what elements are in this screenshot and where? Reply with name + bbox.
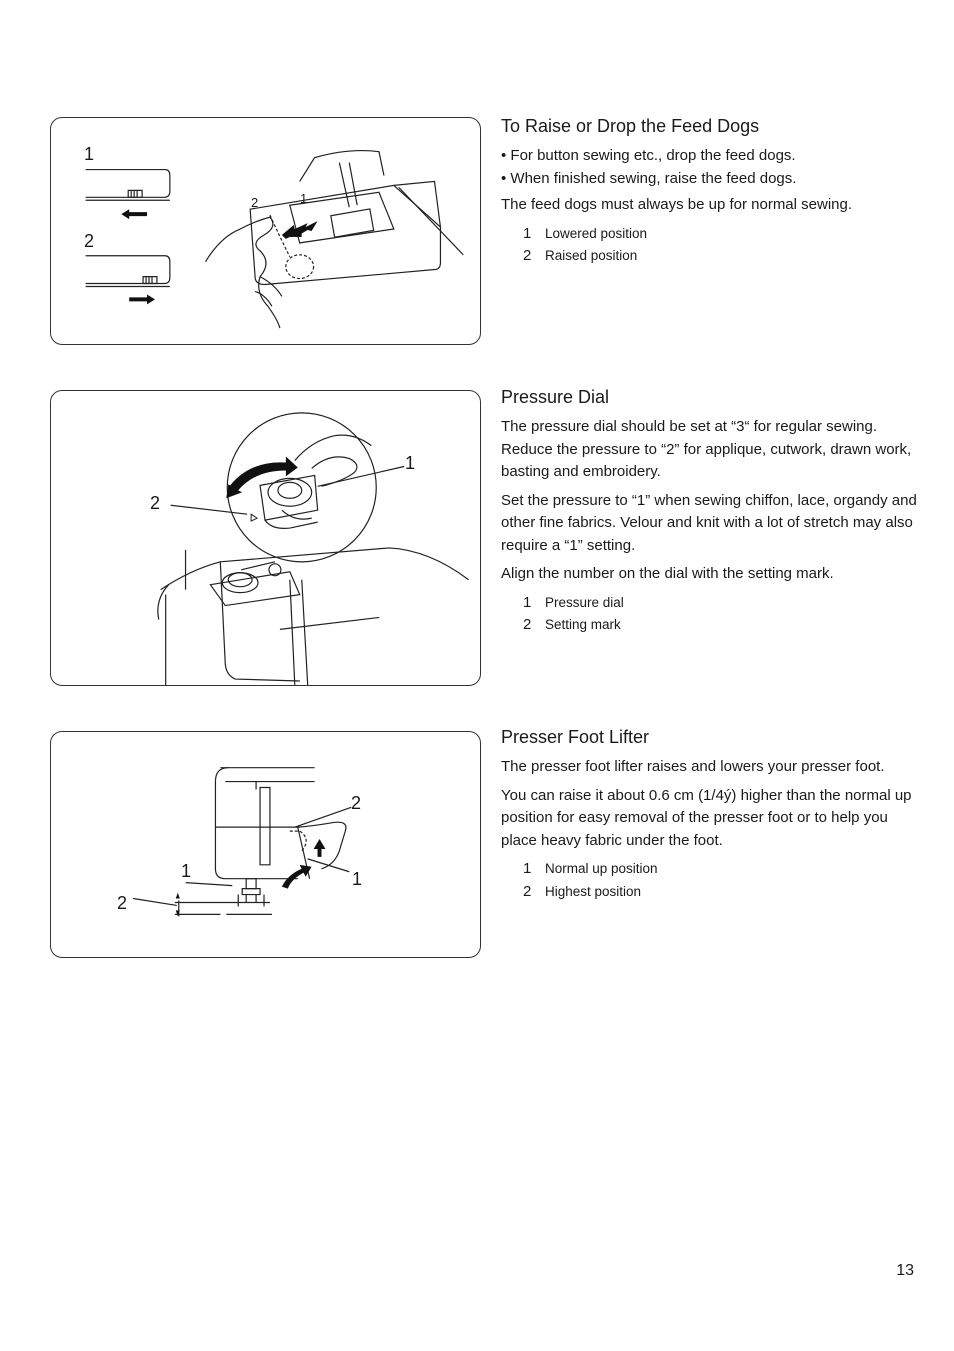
presser-foot-legend: [501, 858, 921, 903]
presser-foot-figure: [50, 731, 481, 958]
legend-item: [501, 223, 921, 246]
pressure-dial-paragraph-2: Set the pressure to “1” when sewing chiffon, lace, organdy and other fine fabrics. Velour and knit with a lot of stretch may also require a “1” setting.: [501, 491, 917, 554]
legend-number: 2: [523, 247, 532, 264]
feed-dogs-title: To Raise or Drop the Feed Dogs: [501, 116, 760, 136]
presser-foot-section: [501, 726, 921, 903]
pressure-dial-paragraph-3: Align the number on the dial with the setting mark.: [501, 565, 834, 582]
feed-dogs-bullet-2: • When finished sewing, raise the feed dogs.: [501, 169, 797, 187]
pressure-dial-illustration: [51, 391, 480, 685]
legend-text: Pressure dial: [545, 594, 624, 610]
legend-text: Setting mark: [545, 617, 621, 632]
pressure-dial-label-2: 2: [150, 493, 161, 513]
legend-item: [501, 592, 921, 615]
pressure-dial-section: [501, 386, 921, 637]
feed-dogs-legend: [501, 223, 921, 268]
pressure-dial-paragraph-1: The pressure dial should be set at “3“ for regular sewing. Reduce the pressure to “2” for applique, cutwork, drawn work, basting and embroidery.: [501, 418, 912, 480]
presser-foot-title: Presser Foot Lifter: [501, 727, 650, 747]
feed-dogs-label-lever-1: 1: [84, 144, 95, 164]
feed-dogs-label-lever-2: 2: [84, 231, 95, 251]
legend-number: 2: [523, 882, 532, 900]
pressure-dial-legend: [501, 592, 921, 637]
legend-number: 1: [523, 860, 532, 877]
feed-dogs-figure: [50, 117, 481, 345]
feed-dogs-section: [501, 115, 921, 268]
legend-item: [501, 858, 921, 881]
feed-dogs-label-machine-2: 2: [251, 195, 259, 210]
legend-number: 1: [523, 593, 532, 611]
legend-text: Lowered position: [545, 225, 648, 241]
legend-text: Normal up position: [545, 861, 658, 876]
legend-number: 2: [523, 616, 532, 633]
page-number: 13: [896, 1262, 914, 1279]
pressure-dial-figure: [50, 390, 481, 686]
legend-item: [501, 614, 921, 637]
presser-foot-paragraph-2: You can raise it about 0.6 cm (1/4ý) higher than the normal up position for easy removal of the presser foot or to help you place heavy fabric under the foot.: [501, 786, 912, 849]
presser-foot-label-1-right: 1: [352, 869, 363, 889]
feed-dogs-label-machine-1: 1: [300, 191, 308, 206]
feed-dogs-bullet-1: • For button sewing etc., drop the feed dogs.: [501, 147, 796, 164]
legend-item: [501, 245, 921, 268]
presser-foot-label-2-left: 2: [117, 893, 128, 913]
presser-foot-label-1-left: 1: [181, 861, 192, 881]
pressure-dial-label-1: 1: [405, 453, 416, 473]
presser-foot-illustration: [51, 732, 480, 957]
legend-text: Raised position: [545, 248, 638, 263]
legend-item: [501, 881, 921, 904]
presser-foot-label-2-top: 2: [351, 793, 362, 813]
pressure-dial-title: Pressure Dial: [501, 387, 610, 407]
legend-text: Highest position: [545, 883, 642, 899]
presser-foot-paragraph-1: The presser foot lifter raises and lowers your presser foot.: [501, 758, 885, 775]
feed-dogs-paragraph: The feed dogs must always be up for normal sewing.: [501, 196, 853, 213]
feed-dogs-illustration: [51, 118, 480, 344]
legend-number: 1: [523, 224, 532, 242]
